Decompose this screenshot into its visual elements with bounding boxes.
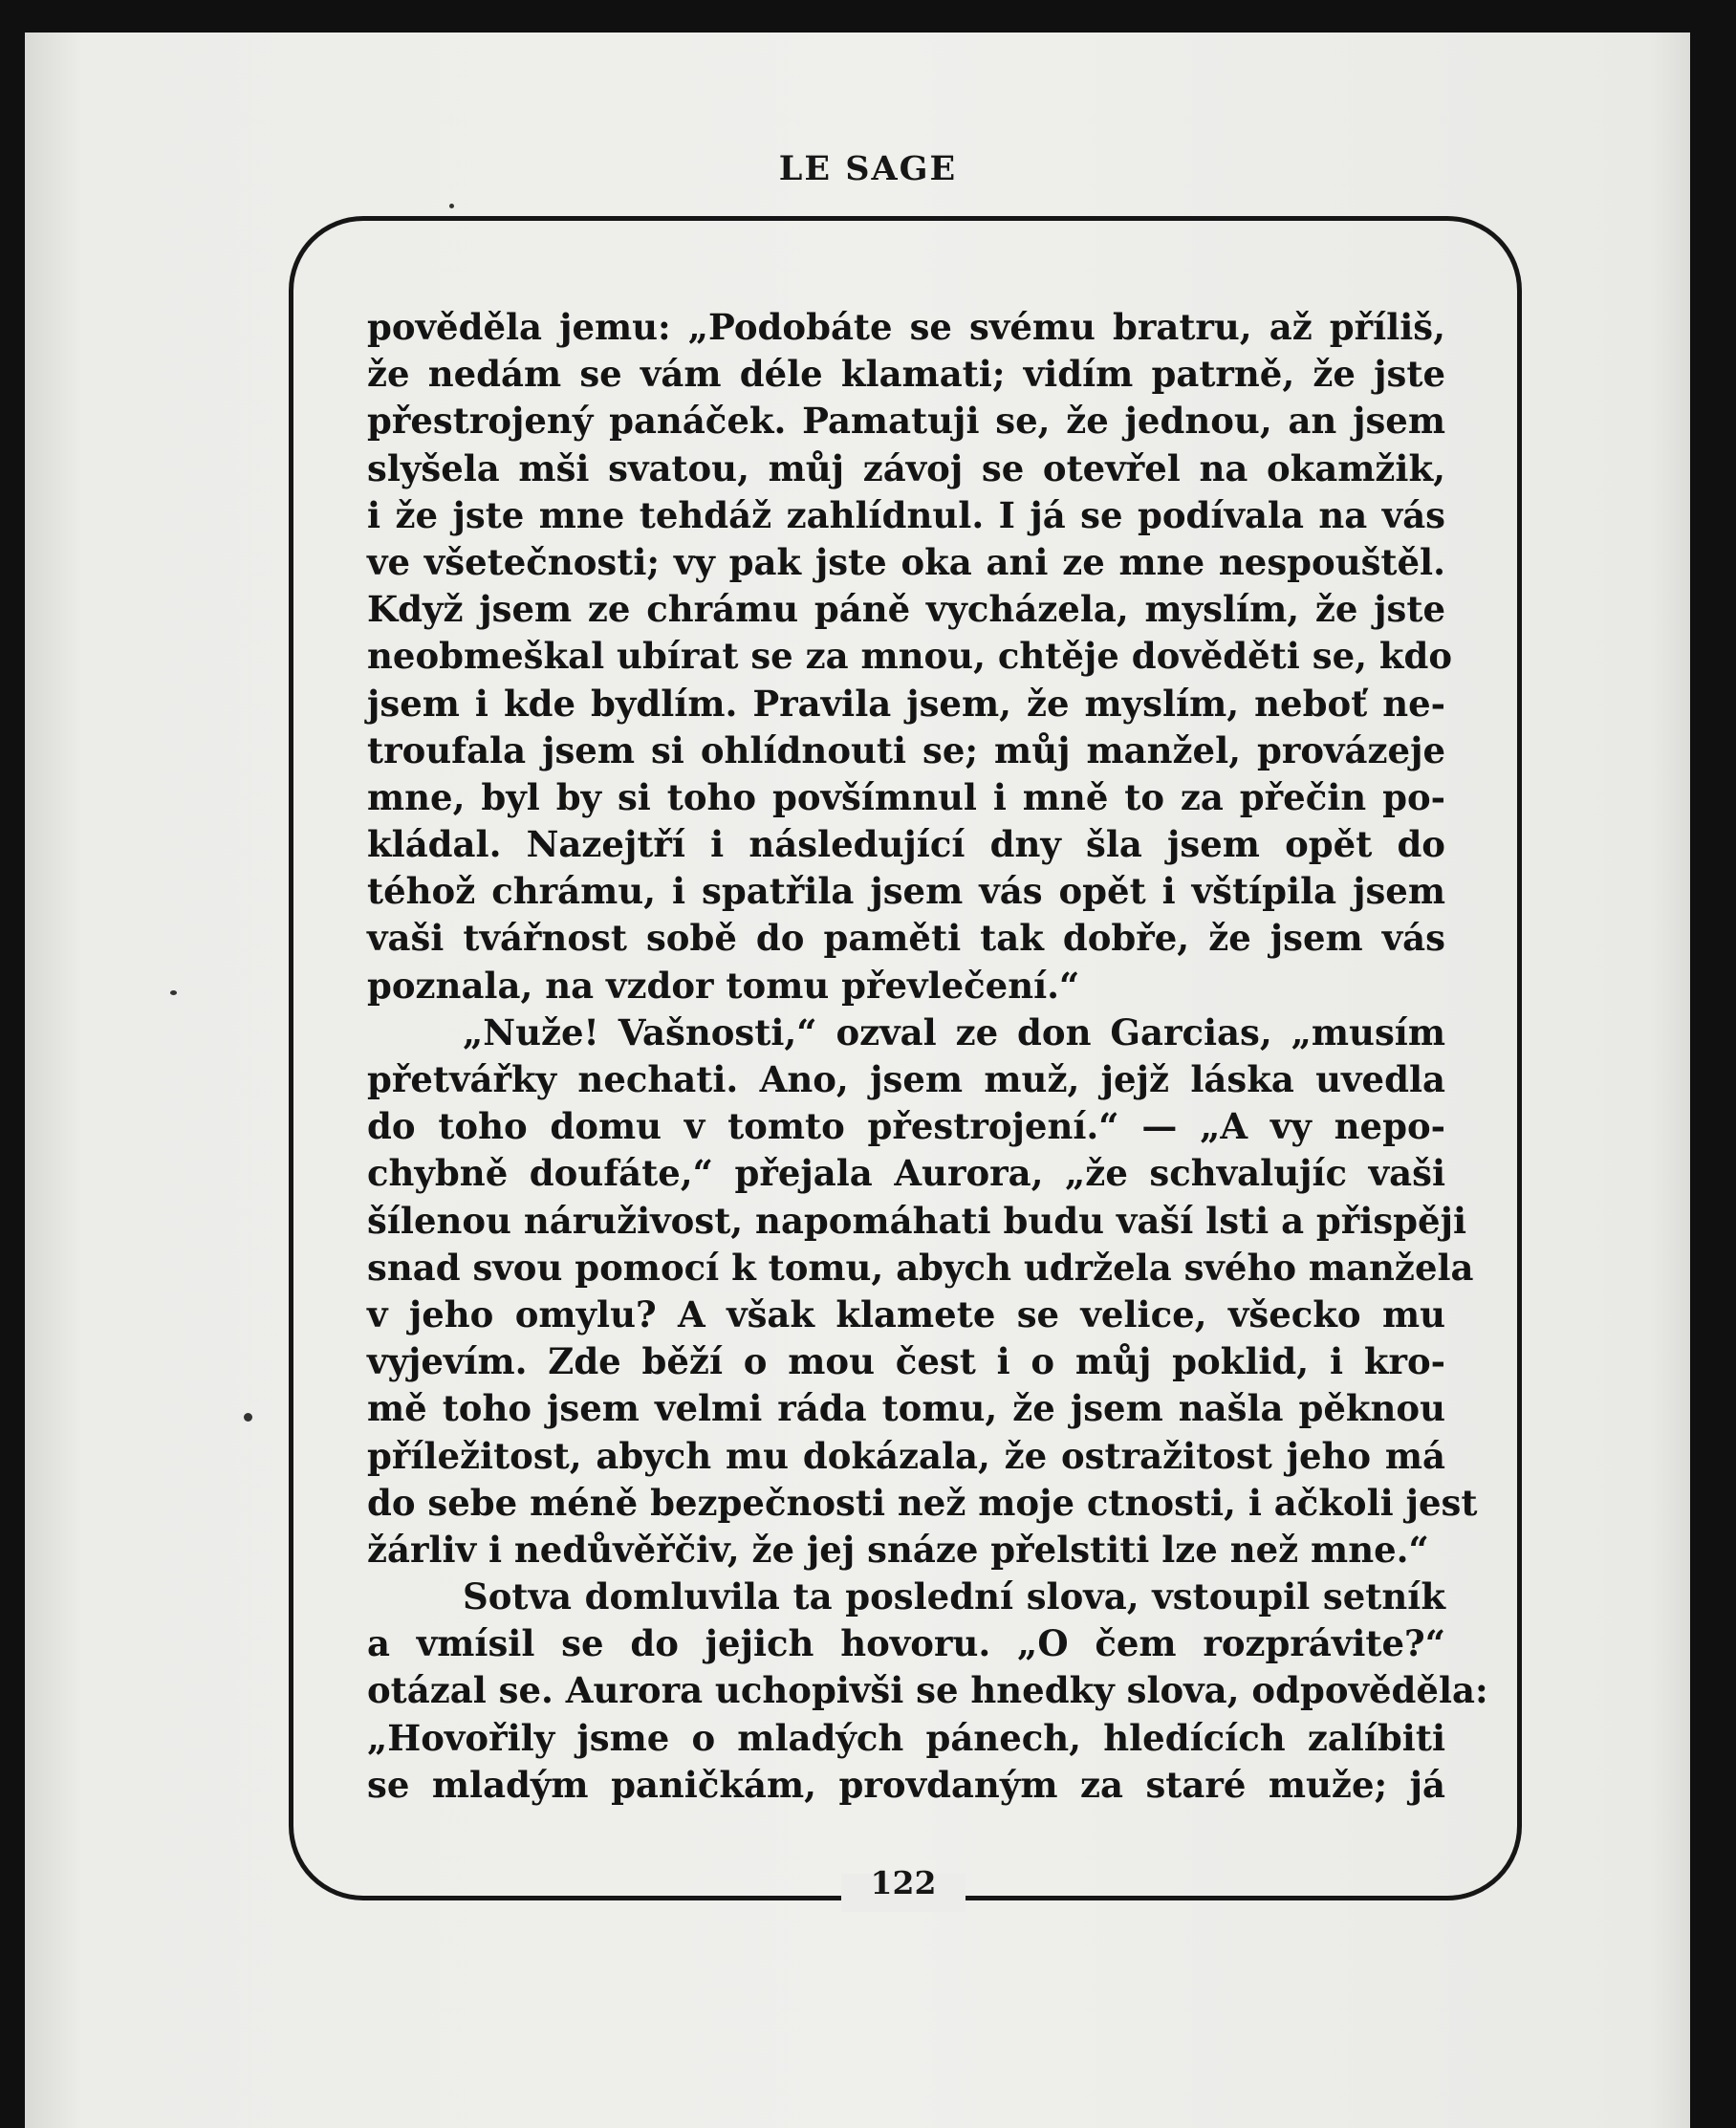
text-line: v jeho omylu? A však klamete se velice, všecko mu <box>367 1292 1445 1335</box>
page-number: 122 <box>870 1864 937 1901</box>
text-line: do sebe méně bezpečnosti než moje ctnosti, i ačkoli jest <box>367 1481 1478 1524</box>
body-text <box>367 304 1488 1809</box>
text-line: otázal se. Aurora uchopivši se hnedky slova, odpověděla: <box>367 1669 1488 1712</box>
paper-speck <box>170 990 177 995</box>
text-line: že nedám se vám déle klamati; vidím patrně, že jste <box>367 353 1445 396</box>
text-line: jsem i kde bydlím. Pravila jsem, že myslím, neboť ne- <box>367 682 1445 725</box>
paper-speck <box>449 204 454 208</box>
text-line: šílenou náruživost, napomáhati budu vaší lsti a přispěji <box>367 1199 1467 1242</box>
text-line: vaši tvářnost sobě do paměti tak dobře, že jsem vás <box>367 917 1445 960</box>
text-line: přestrojený panáček. Pamatuji se, že jednou, an jsem <box>367 400 1445 443</box>
text-line: „Hovořily jsme o mladých pánech, hledících zalíbiti <box>367 1716 1445 1759</box>
text-line: neobmeškal ubírat se za mnou, chtěje dověděti se, kdo <box>367 635 1453 678</box>
text-line: kládal. Nazejtří i následující dny šla jsem opět do <box>367 823 1445 866</box>
text-line: ve všetečnosti; vy pak jste oka ani ze mne nespouštěl. <box>367 540 1445 583</box>
text-line: vyjevím. Zde běží o mou čest i o můj poklid, i kro- <box>367 1340 1445 1383</box>
text-line: „Nuže! Vašnosti,“ ozval ze don Garcias, „musím <box>463 1010 1445 1053</box>
text-line: přetvářky nechati. Ano, jsem muž, jejž láska uvedla <box>367 1058 1445 1100</box>
text-line: příležitost, abych mu dokázala, že ostražitost jeho má <box>367 1434 1445 1477</box>
text-line: chybně doufáte,“ přejala Aurora, „že schvalujíc vaši <box>367 1152 1445 1195</box>
text-line: troufala jsem si ohlídnouti se; můj manžel, provázeje <box>367 728 1445 771</box>
paper-speck <box>244 1413 252 1422</box>
text-line: se mladým paničkám, provdaným za staré muže; já <box>367 1763 1445 1806</box>
text-line: mě toho jsem velmi ráda tomu, že jsem našla pěknou <box>367 1387 1445 1430</box>
text-line: Sotva domluvila ta poslední slova, vstoupil setník <box>463 1575 1445 1618</box>
text-line: pověděla jemu: „Podobáte se svému bratru, až příliš, <box>367 306 1445 348</box>
text-line: snad svou pomocí k tomu, abych udržela svého manžela <box>367 1246 1474 1289</box>
text-line: žárliv i nedůvěřčiv, že jej snáze přelstiti lze než mne.“ <box>367 1528 1429 1571</box>
text-line: do toho domu v tomto přestrojení.“ — „A vy nepo- <box>367 1105 1445 1148</box>
text-line: téhož chrámu, i spatřila jsem vás opět i vštípila jsem <box>367 870 1445 913</box>
text-line: Když jsem ze chrámu páně vycházela, myslím, že jste <box>367 588 1445 631</box>
text-line: slyšela mši svatou, můj závoj se otevřel na okamžik, <box>367 446 1445 489</box>
running-head: LE SAGE <box>778 149 958 188</box>
text-line: a vmísil se do jejich hovoru. „O čem rozprávite?“ <box>367 1622 1445 1665</box>
text-line: poznala, na vzdor tomu převlečení.“ <box>367 964 1080 1007</box>
text-line: i že jste mne tehdáž zahlídnul. I já se podívala na vás <box>367 493 1445 536</box>
text-line: mne, byl by si toho povšímnul i mně to za přečin po- <box>367 775 1445 818</box>
